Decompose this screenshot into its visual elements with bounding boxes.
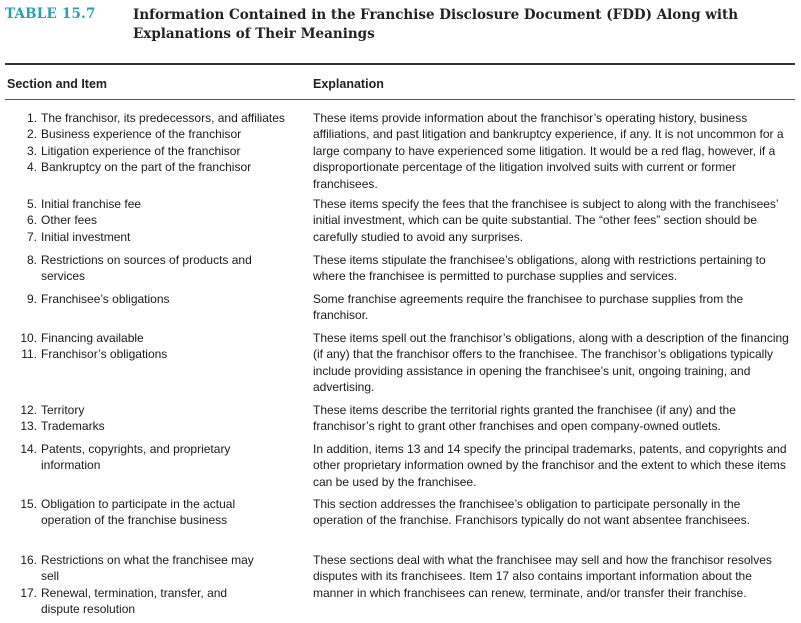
item-number: 10. (20, 331, 37, 345)
item-text: Territory (41, 403, 85, 417)
item-text: Initial franchise fee (41, 197, 142, 211)
item-text: Bankruptcy on the part of the franchisor (41, 160, 252, 175)
item-number: 7. (26, 229, 37, 244)
table-number: TABLE 15.7 (5, 6, 96, 22)
item-text: Restrictions on sources of products and services (41, 253, 252, 284)
list-item (5, 496, 275, 529)
explanation-text: In addition, items 13 and 14 specify the principal trademarks, patents, and copyrights and other proprietary information owned by the franchisor and the extent to which these items can be used by the franchisee. (313, 442, 787, 489)
list-item (5, 252, 275, 285)
top-rule (5, 63, 795, 65)
list-item (5, 402, 295, 418)
item-list (5, 330, 295, 363)
explanation-text: These items provide information about the franchisor’s operating history, business affiliations, and past litigation and bankruptcy experience, if any. It is not uncommon for a large company to have experienced some litigation. It would be a red flag, however, if a disproportionate percentage of the litigation involved suits with current or former franchisees. (313, 111, 784, 191)
table-title: Information Contained in the Franchise Disclosure Document (FDD) Along with Explanations of Their Meanings (133, 7, 739, 42)
item-text: Franchisor’s obligations (41, 347, 168, 362)
list-item (5, 110, 295, 126)
item-list (5, 402, 295, 435)
item-text: Litigation experience of the franchisor (41, 143, 241, 158)
list-item (5, 585, 267, 618)
item-number: 14. (20, 442, 37, 456)
header-rule (5, 99, 795, 100)
explanation-text: This section addresses the franchisee’s obligation to participate personally in the operation of the franchise. Franchisors typically do not want absentee franchisees. (313, 497, 750, 528)
column-header-explanation: Explanation (313, 77, 384, 91)
item-list (5, 252, 275, 285)
list-item (5, 212, 295, 228)
item-number: 11. (21, 347, 37, 362)
list-item (5, 229, 295, 245)
list-item (5, 126, 295, 142)
item-list (5, 496, 275, 529)
explanation-text: These items specify the fees that the franchisee is subject to along with the franchisees’ initial investment, which can be quite substantial. The “other fees” section should be carefully studied to avoid any surprises. (313, 197, 779, 244)
item-list (5, 291, 295, 307)
item-number: 1. (26, 111, 37, 125)
explanation-text: These sections deal with what the franchisee may sell and how the franchisor resolves disputes with its franchisees. Item 17 also contains important information about the manner in which franchisees can renew, terminate, and/or transfer their franchise. (313, 553, 772, 600)
item-number: 17. (20, 585, 37, 600)
explanation-text: Some franchise agreements require the franchisee to purchase supplies from the franchisor. (313, 292, 744, 323)
item-text: Patents, copyrights, and proprietary information (41, 442, 231, 473)
explanation-text: These items describe the territorial rights granted the franchisee (if any) and the franchisor’s right to grant other franchises and open company-owned outlets. (313, 403, 736, 434)
explanation-text: These items stipulate the franchisee’s obligations, along with restrictions pertaining to where the franchisee is permitted to purchase supplies and services. (313, 253, 766, 284)
list-item (5, 441, 270, 474)
list-item (5, 330, 295, 346)
item-number: 8. (26, 253, 37, 267)
item-number: 4. (26, 160, 37, 175)
item-list (5, 441, 270, 474)
list-item (5, 196, 295, 212)
item-text: Other fees (41, 213, 98, 228)
item-number: 5. (26, 197, 37, 211)
item-number: 9. (26, 292, 37, 306)
item-number: 13. (20, 419, 37, 434)
item-text: Renewal, termination, transfer, and dispute resolution (41, 585, 228, 617)
item-number: 2. (26, 127, 37, 142)
item-text: Trademarks (41, 419, 105, 434)
item-text: Franchisee’s obligations (41, 292, 170, 306)
list-item (5, 552, 267, 585)
list-item (5, 418, 295, 434)
item-list (5, 552, 267, 618)
list-item (5, 159, 295, 175)
list-item (5, 291, 295, 307)
list-item (5, 346, 295, 362)
item-number: 15. (20, 497, 37, 511)
explanation-text: These items spell out the franchisor’s obligations, along with a description of the financing (if any) that the franchisor offers to the franchisee. The franchisor’s obligations typically include providing assistance in opening the franchisee’s unit, ongoing training, and advertising. (313, 331, 789, 395)
item-list (5, 110, 295, 176)
item-text: Business experience of the franchisor (41, 127, 242, 142)
list-item (5, 143, 295, 159)
item-text: Restrictions on what the franchisee may sell (41, 553, 254, 584)
item-list (5, 196, 295, 245)
item-text: The franchisor, its predecessors, and affiliates (41, 111, 285, 125)
column-header-section: Section and Item (7, 77, 108, 91)
item-number: 16. (20, 553, 37, 567)
item-text: Obligation to participate in the actual operation of the franchise business (41, 497, 236, 528)
item-number: 6. (26, 213, 37, 228)
item-number: 12. (20, 403, 37, 417)
item-text: Financing available (41, 331, 144, 345)
item-text: Initial investment (41, 229, 131, 244)
item-number: 3. (26, 143, 37, 158)
